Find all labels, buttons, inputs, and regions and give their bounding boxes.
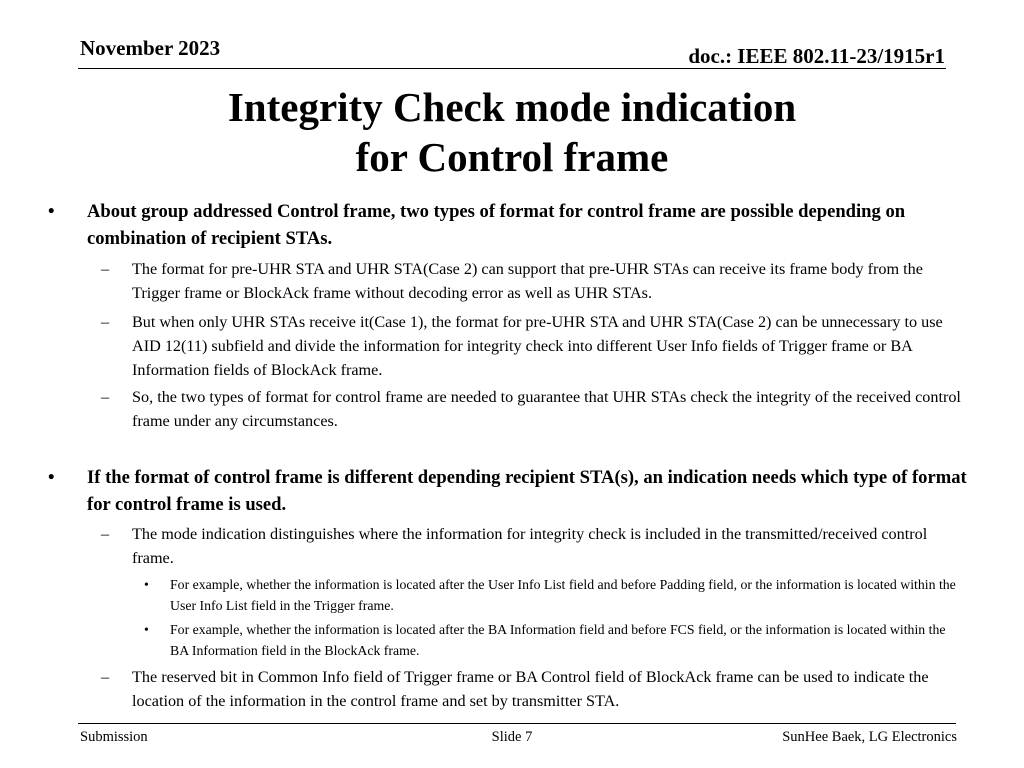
bullet-1-sub-1 — [101, 257, 972, 305]
footer-submission: Submission — [80, 729, 148, 745]
bullet-1-sub-2-text: But when only UHR STAs receive it(Case 1), the format for pre-UHR STA and UHR STA(Case 2) can be unnecessary to use AID 12(11) subfield and divide the information for integrity check into different User Info fields of Trigger frame or BA Information fields of BlockAck frame. — [132, 313, 943, 379]
bullet-1-sub-3-text: So, the two types of format for control frame are needed to guarantee that UHR STAs check the integrity of the received control frame under any circumstances. — [132, 388, 961, 430]
bullet-2-sub-1-item-2 — [144, 619, 960, 661]
footer-author: SunHee Baek, LG Electronics — [782, 729, 957, 745]
bullet-2-sub-1-item-1 — [144, 574, 960, 616]
footer-slide-number: Slide 7 — [491, 729, 533, 745]
bullet-2-sub-1-text: The mode indication distinguishes where the information for integrity check is included in the transmitted/received control frame. — [132, 525, 928, 567]
bullet-2-sub-2 — [101, 665, 972, 713]
dash-marker: – — [101, 260, 110, 278]
bullet-2 — [48, 464, 967, 518]
bullet-2-sub-1-item-1-text: For example, whether the information is located after the User Info List field and before Padding field, or the information is located within the User Info List field in the Trigger frame. — [170, 577, 956, 613]
sub-bullet-marker: • — [144, 622, 149, 637]
bullet-1-sub-3 — [101, 385, 972, 433]
slide-title — [60, 82, 964, 182]
dash-marker: – — [101, 313, 110, 331]
bullet-1-sub-1-text: The format for pre-UHR STA and UHR STA(Case 2) can support that pre-UHR STAs can receive its frame body from the Trigger frame or BlockAck frame without decoding error as well as UHR STAs. — [132, 260, 923, 302]
bullet-2-text: If the format of control frame is different depending recipient STA(s), an indication needs which type of format for control frame is used. — [87, 467, 967, 515]
bullet-1-sub-2 — [101, 310, 972, 382]
header-divider — [78, 68, 946, 69]
bullet-1-text: About group addressed Control frame, two types of format for control frame are possible depending on combination of recipient STAs. — [87, 201, 906, 249]
header-date: November 2023 — [80, 36, 221, 60]
dash-marker: – — [101, 668, 110, 686]
bullet-marker: • — [48, 467, 55, 488]
dash-marker: – — [101, 388, 110, 406]
slide-title-line-2: for Control frame — [355, 134, 669, 180]
footer-divider — [78, 723, 956, 724]
bullet-marker: • — [48, 201, 55, 222]
bullet-2-sub-2-text: The reserved bit in Common Info field of Trigger frame or BA Control field of BlockAck frame can be used to indicate the location of the information in the control frame and set by transmitter STA. — [132, 668, 929, 710]
bullet-1 — [48, 198, 967, 252]
bullet-2-sub-1-item-2-text: For example, whether the information is located after the BA Information field and before FCS field, or the information is located within the BA Information field in the BlockAck frame. — [170, 622, 946, 658]
slide-title-line-1: Integrity Check mode indication — [227, 84, 797, 130]
header-doc-number: doc.: IEEE 802.11-23/1915r1 — [688, 44, 945, 68]
sub-bullet-marker: • — [144, 577, 149, 592]
bullet-2-sub-1 — [101, 522, 972, 570]
dash-marker: – — [101, 525, 110, 543]
